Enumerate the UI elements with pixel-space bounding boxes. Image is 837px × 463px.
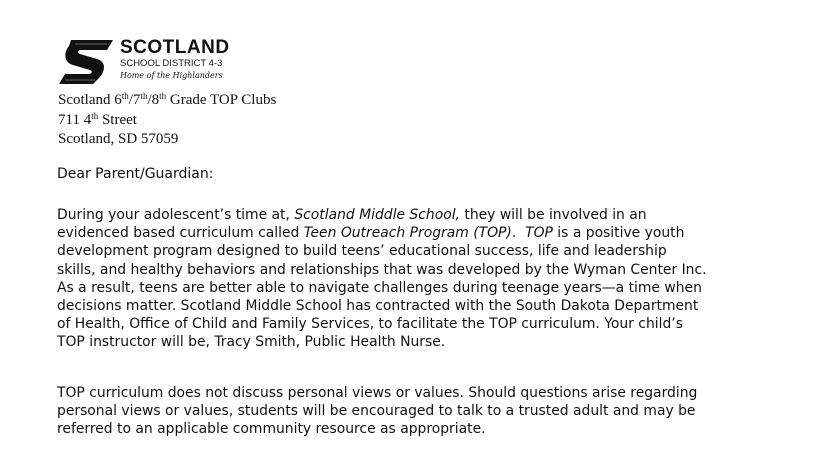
paragraph-line: evidenced based curriculum called Teen Outreach Program (TOP). TOP is a positive youth <box>57 225 685 242</box>
school-name: SCOTLAND <box>120 37 230 58</box>
paragraph-curriculum-values <box>57 384 697 439</box>
address-city: Scotland, SD 57059 <box>58 131 179 147</box>
paragraph-line: referred to an applicable community resource as appropriate. <box>57 421 486 438</box>
paragraph-line: TOP curriculum does not discuss personal views or values. Should questions arise regarding <box>57 385 698 401</box>
school-district: SCHOOL DISTRICT 4-3 <box>120 58 223 69</box>
paragraph-program-intro <box>57 206 707 352</box>
logo-wordmark <box>120 38 230 82</box>
school-tagline: Home of the Highlanders <box>120 71 223 80</box>
paragraph-line: of Health, Office of Child and Family Services, to facilitate the TOP curriculum. Your child’s <box>57 316 683 333</box>
sender-address <box>58 91 276 150</box>
paragraph-line: decisions matter. Scotland Middle School has contracted with the South Dakota Department <box>57 298 699 315</box>
paragraph-line: personal views or values, students will be encouraged to talk to a trusted adult and may be <box>57 403 696 420</box>
paragraph-line: As a result, teens are better able to navigate challenges during teenage years—a time when <box>57 279 702 296</box>
paragraph-line: skills, and healthy behaviors and relationships that was developed by the Wyman Center Inc. <box>57 261 707 278</box>
address-organization: Scotland 6th/7th/8th Grade TOP Clubs <box>58 91 277 108</box>
paragraph-line: TOP instructor will be, Tracy Smith, Public Health Nurse. <box>57 334 446 351</box>
scotland-s-logo-icon <box>57 38 115 86</box>
letterhead <box>57 38 317 88</box>
address-street: 711 4th Street <box>58 110 137 128</box>
paragraph-line: development program designed to build teens’ educational success, life and leadership <box>57 243 667 260</box>
salutation: Dear Parent/Guardian: <box>57 166 214 182</box>
paragraph-line: During your adolescent’s time at, Scotland Middle School, they will be involved in an <box>57 207 647 223</box>
